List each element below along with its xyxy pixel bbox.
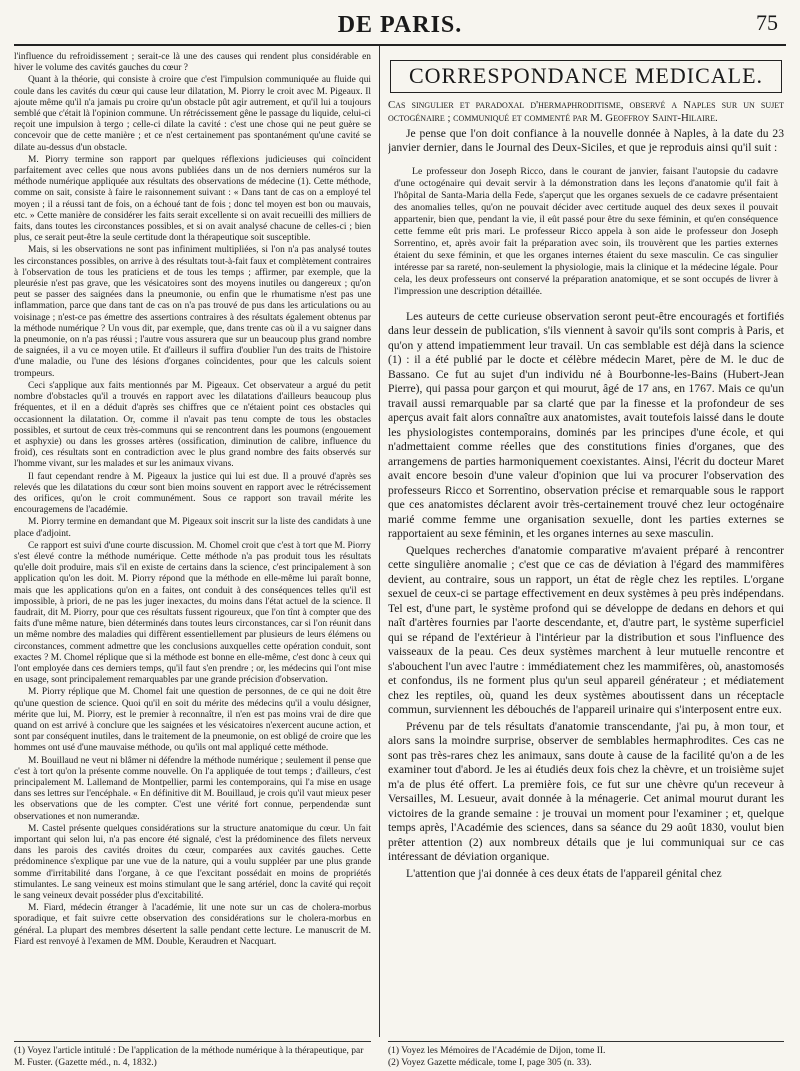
left-paragraph: M. Piorry termine son rapport par quelques réflexions judicieuses qui coïncident parfaitement avec celles que nous avons publiées dans un de nos derniers numéros sur la méthode numérique appliquée aux résultats des observations de médecine (1). Cette méthode, comme on sait, consiste à faire le raisonnement suivant : « Dans tant de cas on a employé tel moyen ; il a réussi tant de fois, on a échoué tant de fois ; donc tel moyen est bon ou mauvais, etc. » Cette manière de considérer les faits serait excellente si on avait recueilli des milliers de faits, dans toutes les circonstances possibles, et si on avait analysé chacune de celles-ci ; bien plus, ce serait peut-être la seule certitude dont la thérapeutique soit susceptible. <box>14 154 371 244</box>
header-rule <box>14 44 786 46</box>
left-column <box>14 52 371 1035</box>
article-intro: Je pense que l'on doit confiance à la nouvelle donnée à Naples, à la date du 23 janvier dernier, dans le Journal des Deux-Siciles, et que je reproduis ainsi qu'il suit : <box>388 126 784 154</box>
article-subtitle: Cas singulier et paradoxal d'hermaphroditisme, observé a Naples sur un sujet octogénaire ; communiqué et commenté par M. Geoffroy Saint-Hilaire. <box>388 98 784 124</box>
quoted-report <box>388 166 784 298</box>
right-paragraph: L'attention que j'ai donnée à ces deux états de l'appareil génital chez <box>406 866 722 880</box>
left-paragraph: Ceci s'applique aux faits mentionnés par M. Pigeaux. Cet observateur a argué du petit nombre d'obstacles qu'il a trouvés en rapport avec les dilatations d'ailleurs beaucoup plus fréquentes, et il en a déduit d'après ses chiffres que ce n'étaient point ces obstacles qui occasionnent la dilatation. Or, comme il n'avait pas tenu compte de tous les obstacles possibles, et surtout de ceux très-communs qui se rencontrent dans les poumons (engouement et asphyxie) ou dans les grosses artères (ossification, diminution de calibre, influence du froid), ces résultats sont en contradiction avec le plus grand nombre des faits observés sur l'homme vivant, sur les malades et sur les animaux vivans. <box>14 380 371 470</box>
left-footnotes <box>14 1041 371 1069</box>
right-paragraph: Les auteurs de cette curieuse observation seront peut-être encouragés et fortifiés dans leur dessein de publication, s'ils viennent à savoir qu'ils sont compris à Paris, et qu'on y attend impatiemment leur travail. Un cas semblable est déjà dans la science (1) : il a été publié par le docte et célèbre médecin Maret, père de M. le duc de Bassano. Ce fut au sujet d'un individu né à Bourbonne-les-Bains (Hubert-Jean Pierre), qui passa pour garçon et qui mourut, âgé de 17 ans, en 1767. Mais ce qu'un travail aussi remarquable par sa clarté que par la finesse et la profondeur de ses aperçus avait fait alors connaître aux anatomistes, avait toutefois laissé dans le doute les physiologistes contemporains, dominés par les principes d'une école, et qui n'admettaient comme réelles que des constitutions finies d'organes, que des arrangemens de parties harmoniquement coexistantes. Ainsi, l'écrit du docteur Maret avait encore besoin d'une valeur d'opinion que lui va procurer l'observation des professeurs Ricco et Sorrentino, observation précise et remarquable sous le rapport que ces anatomistes déclarent avoir très-certainement trouvé chez leur octogénaire marié comme femme une organisation sexuelle, dont les parties externes se rapportaient au sexe féminin, et les organes internes au sexe masculin. <box>388 309 784 540</box>
section-title: CORRESPONDANCE MEDICALE. <box>390 60 782 93</box>
quote-text: Le professeur don Joseph Ricco, dans le courant de janvier, faisant l'autopsie du cadavre d'une octogénaire qui devait servir à la démonstration dans les leçons d'anatomie qu'il fait à l'hôpital de Santa-Maria della Fede, s'aperçut que les organes sexuels de ce cadavre présentaient des anomalies telles, qu'on ne pouvait décider avec certitude auquel des deux sexes il pouvait appartenir, bien que, pendant la vie, il eût passé pour être du sexe féminin, et qu'en conséquence cette femme eût pris mari. Le professeur Ricco appela à son aide le professeur don Joseph Sorrentino, et, après avoir fait la préparation avec soin, ils trouvèrent que les parties externes étaient du sexe féminin, et que les organes internes étaient du sexe masculin. Ce cas singulier intéresse par sa rareté, non-seulement la physiologie, mais la clinique et la médecine légale. Pour cela, les deux professeurs ont conservé la préparation anatomique, et se sont occupés de livrer à l'impression une description détaillée. <box>394 165 778 297</box>
left-paragraph: Il faut cependant rendre à M. Pigeaux la justice qui lui est due. Il a prouvé d'après ses relevés que les dilatations du cœur sont bien moins souvent en rapport avec le rétrécissement des orifices, qu'on le croit communément. Sous ce rapport son travail mérite les encouragemens de l'académie. <box>14 471 371 516</box>
left-paragraph: M. Piorry réplique que M. Chomel fait une question de personnes, de ce qui ne doit être qu'une question de science. Quoi qu'il en soit du mérite des médecins qu'il a voulu désigner, mérite que lui, M. Piorry, est le premier à reconnaître, il n'en est pas moins vrai de dire que quand on est arrivé à conclure que les saignées et les vésicatoires n'exercent aucune action, et sont par conséquent inutiles, dans le traitement de la pneumonie, on est obligé de croire que les hommes ont usé d'une mauvaise méthode, ou qu'ils ont mal appliqué cette méthode. <box>14 687 371 754</box>
left-paragraph: M. Castel présente quelques considérations sur la structure anatomique du cœur. Un fait important qui selon lui, n'a pas encore été signalé, c'est la prédominence des filets nerveux dans les parois des cavités droites du cœur, comparées aux cavités gauches. Cette prédominence s'explique par une vue de la nature, qui a voulu suppléer par une plus grande somme d'irritabilité dans l'organe, à ce que l'excitant possédait en moins de propriétés stimulantes. Le sang veineux est moins stimulant que le sang artériel, donc la cavité qui reçoit le sang veineux devait posséder plus d'excitabilité. <box>14 823 371 902</box>
left-paragraph: M. Fiard, médecin étranger à l'académie, lit une note sur un cas de cholera-morbus sporadique, et fait suivre cette observation des considérations sur le cholera-morbus en général. La plupart des membres désertent la salle pendant cette lecture. Le manuscrit de M. Fiard est renvoyé à l'examen de MM. Double, Keraudren et Nacquart. <box>14 903 371 947</box>
footnote: (1) Voyez l'article intitulé : De l'application de la méthode numérique à la thérapeutique, par M. Fuster. (Gazette méd., n. 4, 1832.) <box>14 1046 364 1068</box>
page-header <box>0 0 800 46</box>
running-title: DE PARIS. <box>337 12 463 38</box>
footnote-rule <box>388 1041 784 1042</box>
left-paragraph: Ce rapport est suivi d'une courte discussion. M. Chomel croit que c'est à tort que M. Piorry s'est élevé contre la méthode numérique. Cette méthode n'a pas produit tous les résultats qu'elle doit produire, mais s'il en existe de certains dans la science, c'est principalement à son application qu'on les doit. M. Piorry répond que la méthode en elle-même lui paraît bonne, mais que les applications qu'on en a faites, ont conduit à des conséquences telles qu'il est impossible, à priori, de ne pas les juger inexactes, du moins dans l'état actuel de la science. Il faudrait, dit M. Piorry, pour que ces résultats fussent rigoureux, que l'on tînt à compter que des faits d'une même nature, bien déterminés dans toutes leurs circonstances, car si l'on réunit dans un même nombre des maladies qui diffèrent essentiellement par plusieurs de leurs élémens ou circonstances, comment admettre que les conclusions auxquelles cette opération conduit, sont exactes ? M. Chomel réplique que si la méthode est bonne en elle-même, c'est donc à ceux qui l'ont employée dans ces derniers temps, qu'il faut s'en prendre ; or, les médecins qui l'ont mise en usage, sont principalement remarquables par une grande précision d'observation. <box>14 540 371 686</box>
right-footnotes <box>388 1041 784 1069</box>
right-paragraph: Prévenu par de tels résultats d'anatomie transcendante, j'ai pu, à mon tour, et alors sans la moindre surprise, observer de semblables hermaphrodites. Ces cas ne sont pas très-rares chez les animaux, sans doute à cause de la facilité qu'on a de les examiner tout d'abord. Je les ai étudiés deux fois chez la chèvre, et un troisième sujet m'a de plus été offert. La première fois, ce fut sur une chèvre qu'un receveur à Versailles, M. Lesueur, avait donnée à la ménagerie. Cet animal mourut durant les victoires de la grande semaine : je trouvai un moment pour l'examiner ; et, quelque temps après, l'Académie des sciences, dans sa séance du 29 août 1830, voulut bien prêter attention (2) aux nombreux détails que je lui communiquai sur ce cas intéressant de déviation organique. <box>388 719 784 863</box>
page-number: 75 <box>756 10 778 35</box>
column-divider <box>379 46 380 1037</box>
left-paragraph: Mais, si les observations ne sont pas infiniment multipliées, si l'on n'a pas analysé toutes les circonstances possibles, on arrive à des résultats tout-à-fait faux et complètement contraires à l'observation de tous les praticiens et de tous les temps ; affirmer, par exemple, que la pleurésie n'est pas grave, que les vésicatoires sont des moyens inutiles ou dangereux ; qu'on peut se passer des saignées dans la pneumonie, ou enfin que le rhumatisme n'est pas une inflammation, parce que dans tant de cas on n'a pas trouvé de pus dans les articulations ou au voisinage ; n'est-ce pas émettre des assertions contraires à des résultats également obtenus par la méthode numérique ? Un vous dit, par exemple, que, dans trente cas où il a vu saigner dans la pneumonie, on n'a pas réussi ; l'autre vous assurera que sur un beaucoup plus grand nombre de saignées, il a vu ce moyen utile. Et d'ailleurs il suffira d'oublier l'un des traits de l'histoire d'une maladie, ou l'une des lésions d'organes coïncidentes, pour que les calculs soient trompeurs. <box>14 245 371 379</box>
footnote: (1) Voyez les Mémoires de l'Académie de Dijon, tome II. <box>388 1046 606 1056</box>
footnote-rule <box>14 1041 371 1042</box>
left-paragraph: M. Piorry termine en demandant que M. Pigeaux soit inscrit sur la liste des candidats à une place d'adjoint. <box>14 517 371 539</box>
right-column <box>388 52 784 1035</box>
footnote: (2) Voyez Gazette médicale, tome I, page 305 (n. 33). <box>388 1058 592 1068</box>
left-paragraph: M. Bouillaud ne veut ni blâmer ni défendre la méthode numérique ; seulement il pense que c'est à tort qu'on la présente comme nouvelle. On l'a appliquée de tout temps ; d'ailleurs, c'est principalement M. Lallemand de Montpellier, parmi les contemporains, qui l'a mise en usage dans ses lettres sur l'encéphale. « En définitive dit M. Bouillaud, je crois qu'il vaut mieux peser les observations que de les compter. C'est une vérité fort connue, perpendendæ sunt observationes et non numerandæ. <box>14 755 371 822</box>
left-paragraph: l'influence du refroidissement ; serait-ce là une des causes qui rendent plus considérable en hiver le volume des cavités gauches du cœur ? <box>14 52 371 74</box>
left-paragraph: Quant à la théorie, qui consiste à croire que c'est l'impulsion communiquée au fluide qui coule dans les cavités du cœur qui cause leur dilatation, M. Piorry le croit avec M. Pigeaux. Il ajoute même qu'il n'a jamais pu croire qu'un obstacle pût agir autrement, et qu'il lui a toujours semblé que c'était là l'opinion commune. Un rétrécissement gêne le passage du liquide, celui-ci reçoit une impulsion à tergo ; celle-ci dilate la cavité : c'est une chose qui ne peut guère se concevoir que de cette manière ; et ce n'est certainement pas spontanément qu'une cavité se dilate au-dessus d'un obstacle. <box>14 75 371 153</box>
right-paragraph: Quelques recherches d'anatomie comparative m'avaient préparé à rencontrer cette singulière anomalie ; c'est que ce cas de déviation à l'égard des mammifères devient, au contraire, sous un rapport, un état de règle chez les reptiles. L'organe sexuel de ceux-ci se partage effectivement en deux systèmes à peu près indépendans. Tel est, d'une part, le système profond qui se développe de dedans en dehors et qui naît d'artères fournies par l'aorte descendante, et, d'autre part, le système superficiel qui se répand de l'extérieur à l'intérieur par la distribution et sous l'influence des vaisseaux de la peau. Ces deux systèmes marchent à leur mutuelle rencontre et s'abouchent l'un avec l'autre : immédiatement chez les mammifères, où, anastomosés et confondus, ils ne forment plus qu'un seul appareil générateur ; et médiatement chez les reptiles, où, quand les deux systèmes aboutissent dans un réceptacle commun, surviennent les débouchés de l'appareil urinaire qui s'interposent entre eux. <box>388 543 784 716</box>
